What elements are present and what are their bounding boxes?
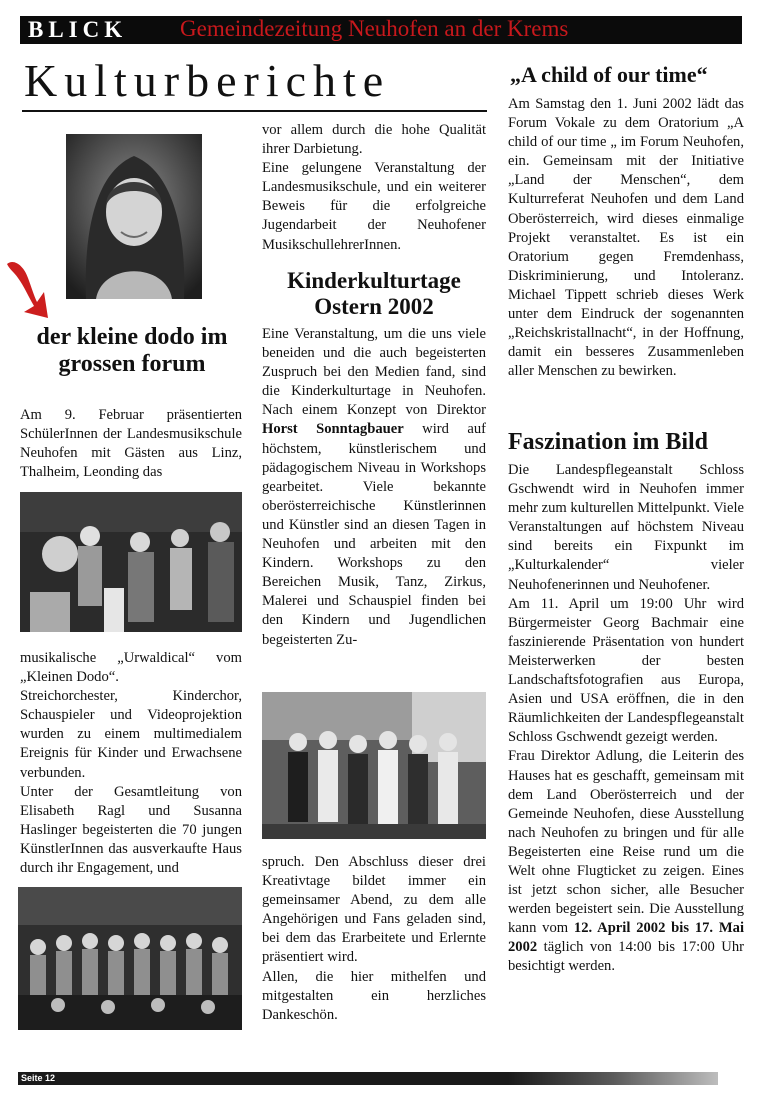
fasz-body (508, 461, 744, 977)
section-title: Kulturberichte (24, 55, 391, 106)
kinder-headline: Kinderkulturtage Ostern 2002 (287, 268, 461, 319)
performance-photo (20, 492, 242, 632)
dodo-paragraph: Streichorchester, Kinderchor, Schauspieler und Videoprojektion wurden zu einem multimedialem Ereignis für Kinder und Erwachsene verbunden. (20, 688, 242, 781)
section-rule (22, 110, 487, 112)
masthead (20, 16, 742, 44)
dodo-paragraph: Eine gelungene Veranstaltung der Landesmusikschule, und ein weiterer Beweis für die erfolgreiche Jugendarbeit der Neuhofener MusikschullehrerInnen. (262, 160, 486, 253)
fasz-headline: Faszination im Bild (508, 429, 709, 455)
dodo-intro (20, 406, 242, 482)
fasz-paragraph: Die Landespflegeanstalt Schloss Gschwendt wird in Neuhofen immer mehr zum kulturellen Mittelpunkt. Viele Veranstaltungen auf höchstem Niveau sind bereits ein Fixpunkt im „Kulturkalender“ vieler Neuhofenerinnen und Neuhofener. (508, 462, 744, 593)
kinder-paragraph: spruch. Den Abschluss dieser drei Kreativtage bildet immer ein gemeinsamer Abend, zu dem alle Angehörigen und Fans geladen sind, bei dem das Erarbeitete und Erlernte präsentiert wird. (262, 854, 486, 966)
child-headline: „A child of our time“ (510, 62, 708, 87)
child-body (508, 95, 744, 381)
kinder-continued (262, 853, 486, 1025)
kinder-paragraph (262, 325, 486, 650)
masthead-paper-name: Gemeindezeitung Neuhofen an der Krems (180, 16, 569, 41)
kinder-director-name: Horst Sonntagbauer (262, 421, 404, 438)
dodo-paragraph: Am 9. Februar präsentierten SchülerInnen der Landesmusikschule Neuhofen mit Gästen aus Linz, Thalheim, Leonding das (20, 407, 242, 481)
dodo-headline: der kleine dodo im grossen forum (36, 324, 228, 377)
dodo-body (20, 649, 242, 878)
fasz-paragraph (508, 747, 744, 976)
kinder-paragraph: Allen, die hier mithelfen und mitgestalten ein herzliches Dankeschön. (262, 968, 486, 1023)
page-number: Seite 12 (21, 1073, 56, 1083)
kinder-body (262, 325, 486, 650)
child-paragraph: Am Samstag den 1. Juni 2002 lädt das Forum Vokale zu dem Oratorium „A child of our time „ im Forum Neuhofen, ein. Gemeinsam mit der Initiative „Land der Menschen“, dem Kulturreferat Neuhofen und dem Land Oberösterreich, wird dieses einmalige Projekt veranstaltet. Es ist ein Oratorium gegen Fremdenhass, Diskriminierung, und Intoleranz. Michael Tippett schrieb dieses Werk unter dem Eindruck der sogenannten „Reichskristallnacht“, in der Hoffnung, damit ein besseres Zusammenleben aller Menschen zu bewirken. (508, 96, 744, 380)
dodo-paragraph: musikalische „Urwaldical“ vom „Kleinen Dodo“. (20, 650, 242, 686)
fasz-text: täglich von 14:00 bis 17:00 Uhr besichtigt werden. (508, 939, 744, 975)
workshop-photo (262, 692, 486, 839)
fasz-text: Frau Direktor Adlung, die Leiterin des Hauses hat es geschafft, gemeinsam mit dem Land Oberösterreich und der Gemeinde Neuhofen, diese Ausstellung nach Neuhofen zu bringen und für alle Begeisterten eine Reise rund um die Welt ohne Flugticket zu zeigen. Eines ist jetzt schon sicher, alle Besucher werden begeistert sein. Die Ausstellung kann vom (508, 748, 744, 937)
masthead-brand: BLICK (28, 17, 128, 42)
portrait-photo (66, 134, 202, 299)
dodo-paragraph: Unter der Gesamtleitung von Elisabeth Ragl und Susanna Haslinger begeisterten die 70 jungen KünstlerInnen das ausverkaufte Haus durch ihr Engagement, und (20, 783, 242, 877)
dodo-paragraph: vor allem durch die hohe Qualität ihrer Darbietung. (262, 122, 486, 158)
fasz-dates: 12. April 2002 bis 17. Mai 2002 (508, 920, 744, 956)
fasz-paragraph: Am 11. April um 19:00 Uhr wird Bürgermeister Georg Bachmair eine faszinierende Präsentation von hundert Meisterwerken der besten Landschaftsfotografien aus Europa, Asien und USA eröffnen, die in den Räumlichkeiten der Landespflegeanstalt Schloss Gschwendt gezeigt werden. (508, 595, 744, 746)
page-footer (18, 1072, 718, 1085)
red-arrow-icon (4, 256, 60, 322)
orchestra-photo (18, 887, 242, 1030)
kinder-text: wird auf höchstem, künstlerischem und pädagogischem Niveau in Workshops gearbeitet. Viele bekannte oberösterreichische Künstlerinnen und Künstler sind an diesen Tagen in Neuhofen und arbeiten mit den Kindern. Workshops zu den Bereichen Musik, Tanz, Zirkus, Malerei und Schauspiel finden bei den Kindern und Jugendlichen begeisterten Zu- (262, 421, 486, 648)
kinder-text: Eine Veranstaltung, um die uns viele beneiden und die auch begeisterten Zuspruch bei den Medien fand, sind die Kinderkulturtage in Neuhofen. Nach einem Konzept von Direktor (262, 326, 486, 419)
dodo-continued (262, 121, 486, 255)
